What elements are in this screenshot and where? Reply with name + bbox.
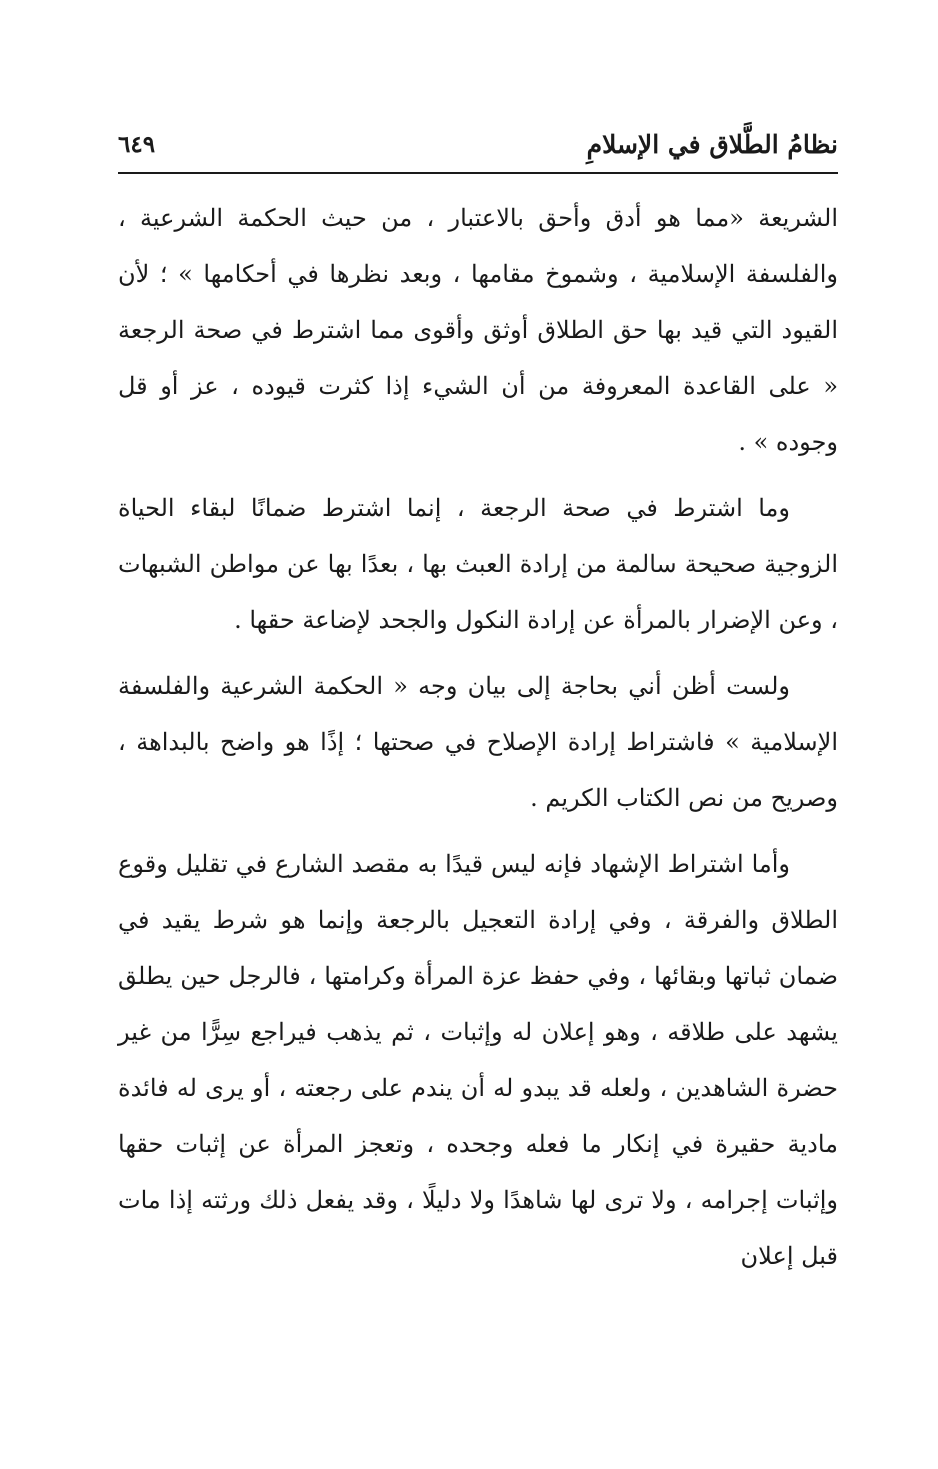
page-header xyxy=(118,128,838,168)
body-text xyxy=(118,190,838,1294)
page-number: ٦٤٩ xyxy=(118,131,156,158)
paragraph: الشريعة «مما هو أدق وأحق بالاعتبار ، من حيث الحكمة الشرعية ، والفلسفة الإسلامية ، وشموخ مقامها ، وبعد نظرها في أحكامها » ؛ لأن القيود التي قيد بها حق الطلاق أوثق وأقوى مما اشترط في صحة الرجعة « على القاعدة المعروفة من أن الشيء إذا كثرت قيوده ، عز أو قل وجوده » . xyxy=(118,204,838,456)
header-divider xyxy=(118,172,838,174)
paragraph: وما اشترط في صحة الرجعة ، إنما اشترط ضمانًا لبقاء الحياة الزوجية صحيحة سالمة من إرادة العبث بها ، بعدًا بها عن مواطن الشبهات ، وعن الإضرار بالمرأة عن إرادة النكول والجحد لإضاعة حقها . xyxy=(118,494,838,634)
paragraph: ولست أظن أني بحاجة إلى بيان وجه « الحكمة الشرعية والفلسفة الإسلامية » فاشتراط إرادة الإصلاح في صحتها ؛ إذًا هو واضح بالبداهة ، وصريح من نص الكتاب الكريم . xyxy=(118,672,838,812)
running-title: نظامُ الطَّلاق في الإسلامِ xyxy=(586,130,838,159)
paragraph: وأما اشتراط الإشهاد فإنه ليس قيدًا به مقصد الشارع في تقليل وقوع الطلاق والفرقة ، وفي إرادة التعجيل بالرجعة وإنما هو شرط يقيد في ضمان ثباتها وبقائها ، وفي حفظ عزة المرأة وكرامتها ، فالرجل حين يطلق يشهد على طلاقه ، وهو إعلان له وإثبات ، ثم يذهب فيراجع سِرًّا من غير حضرة الشاهدين ، ولعله قد يبدو له أن يندم على رجعته ، أو يرى له فائدة مادية حقيرة في إنكار ما فعله وجحده ، وتعجز المرأة عن إثبات حقها وإثبات إجرامه ، ولا ترى لها شاهدًا ولا دليلًا ، وقد يفعل ذلك ورثته إذا مات قبل إعلان xyxy=(118,850,838,1270)
